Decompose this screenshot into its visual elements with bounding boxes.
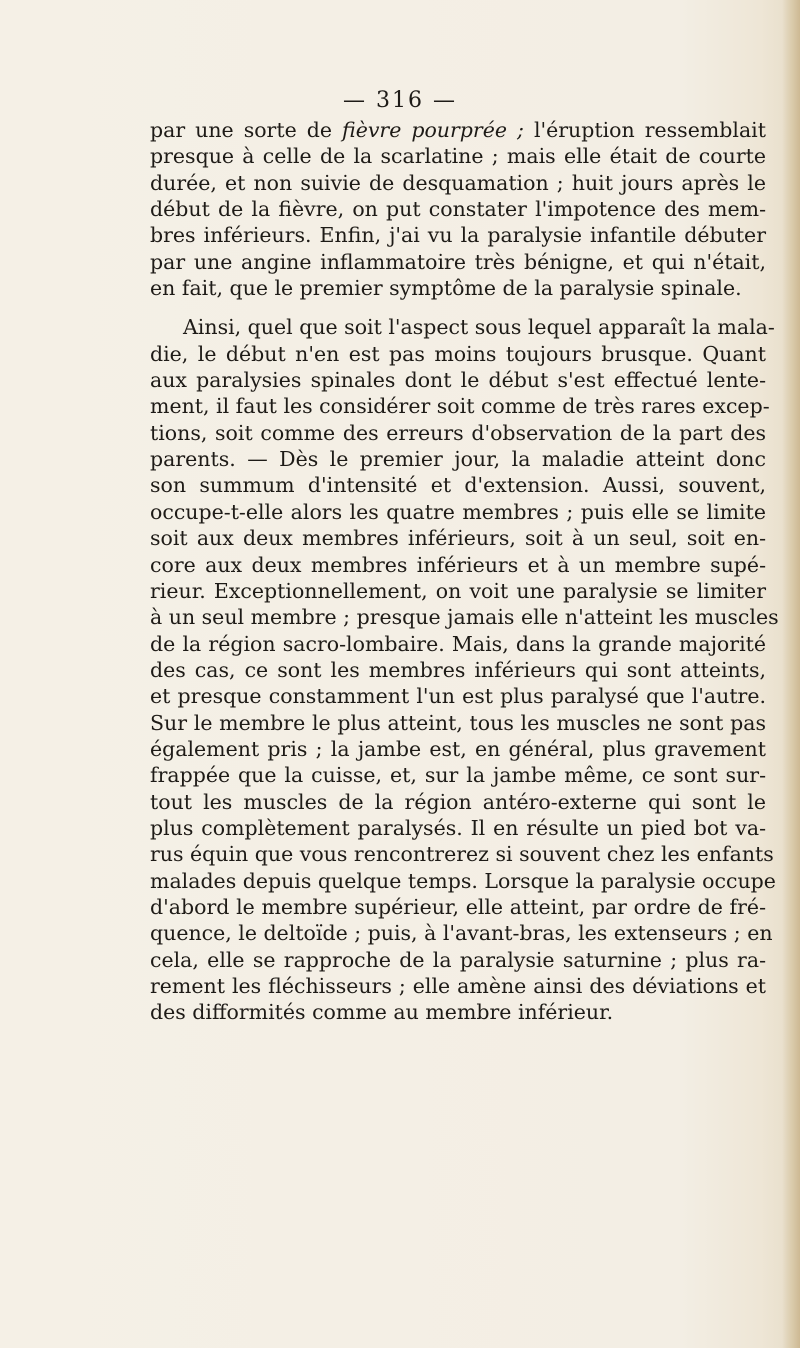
- text-segment: par une sorte de: [150, 118, 332, 142]
- text-line: tout les muscles de la région antéro-externe qui sont le: [150, 789, 766, 814]
- text-line: tions, soit comme des erreurs d'observation de la part des: [150, 420, 766, 445]
- text-line: début de la fièvre, on put constater l'impotence des mem-: [150, 197, 766, 222]
- text-line: frappée que la cuisse, et, sur la jambe même, ce sont sur-: [150, 763, 766, 788]
- text-line: à un seul membre ; presque jamais elle n'atteint les muscles: [150, 605, 779, 630]
- text-line: des cas, ce sont les membres inférieurs qui sont atteints,: [150, 657, 766, 682]
- text-line: en fait, que le premier symptôme de la paralysie spinale.: [150, 276, 742, 301]
- paragraph-2: [150, 314, 779, 1025]
- text-line: d'abord le membre supérieur, elle atteint, par ordre de fré-: [150, 894, 766, 919]
- text-line: bres inférieurs. Enfin, j'ai vu la paralysie infantile débuter: [150, 223, 766, 248]
- text-line: des difformités comme au membre inférieur.: [150, 1000, 614, 1025]
- page-edge-shadow: [782, 0, 800, 1348]
- text-segment: l'éruption ressemblait: [533, 118, 766, 142]
- text-line: malades depuis quelque temps. Lorsque la paralysie occupe: [150, 868, 776, 893]
- text-line: occupe-t-elle alors les quatre membres ; puis elle se limite: [150, 499, 766, 524]
- text-line: soit aux deux membres inférieurs, soit à un seul, soit en-: [150, 526, 766, 551]
- text-line: core aux deux membres inférieurs et à un membre supé-: [150, 552, 766, 577]
- text-line: [150, 117, 766, 143]
- text-line: par une angine inflammatoire très bénigne, et qui n'était,: [150, 249, 766, 274]
- text-line: et presque constamment l'un est plus paralysé que l'autre.: [150, 684, 766, 709]
- paragraph-1: [150, 117, 766, 301]
- text-line: rus équin que vous rencontrerez si souvent chez les enfants: [150, 842, 774, 867]
- paragraph-gap: [150, 301, 766, 314]
- text-line: Ainsi, quel que soit l'aspect sous lequel apparaît la mala-: [183, 315, 775, 340]
- text-line: presque à celle de la scarlatine ; mais elle était de courte: [150, 144, 766, 169]
- body-text: [150, 117, 779, 1026]
- text-line: plus complètement paralysés. Il en résulte un pied bot va-: [150, 815, 766, 840]
- text-line: ment, il faut les considérer soit comme de très rares excep-: [150, 394, 770, 419]
- text-line: parents. — Dès le premier jour, la maladie atteint donc: [150, 447, 766, 472]
- text-line: cela, elle se rapproche de la paralysie saturnine ; plus ra-: [150, 947, 766, 972]
- page-number: — 316 —: [343, 88, 457, 113]
- text-line: de la région sacro-lombaire. Mais, dans la grande majorité: [150, 631, 766, 656]
- text-line: aux paralysies spinales dont le début s'est effectué lente-: [150, 368, 766, 393]
- text-line: son summum d'intensité et d'extension. Aussi, souvent,: [150, 473, 766, 498]
- text-line: durée, et non suivie de desquamation ; huit jours après le: [150, 170, 766, 195]
- italic-phrase: fièvre pourprée ;: [342, 118, 524, 142]
- text-line: quence, le deltoïde ; puis, à l'avant-bras, les extenseurs ; en: [150, 921, 773, 946]
- text-line: également pris ; la jambe est, en général, plus gravement: [150, 736, 766, 761]
- text-line: die, le début n'en est pas moins toujours brusque. Quant: [150, 341, 766, 366]
- text-line: rement les fléchisseurs ; elle amène ainsi des déviations et: [150, 974, 766, 998]
- text-line: Sur le membre le plus atteint, tous les muscles ne sont pas: [150, 710, 766, 735]
- text-line: rieur. Exceptionnellement, on voit une paralysie se limiter: [150, 578, 766, 603]
